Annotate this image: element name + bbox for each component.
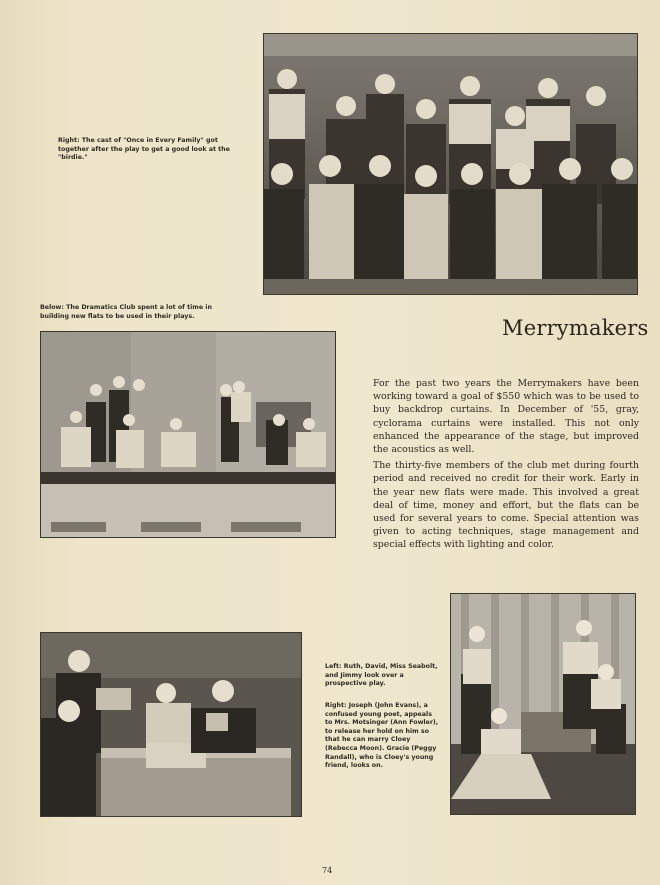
cast-photo-caption-text: Right: The cast of "Once in Every Family" got together after the play to get a good look at the "birdie.": [58, 137, 230, 162]
page-number: 74: [322, 866, 333, 875]
article-title: Merrymakers: [502, 316, 649, 340]
flats-photo-caption: [40, 304, 240, 325]
article-paragraph-1: For the past two years the Merrymakers have been working toward a goal of $550 which was to be used to buy backdrop curtains. In December of '55, gray, cyclorama curtains were installed. This not only enhanced the appearance of the stage, but improved the acoustics as well.: [373, 378, 639, 456]
lookover-photo-caption: [325, 663, 440, 693]
flats-building-photo: [40, 331, 336, 538]
cast-group-photo: [263, 33, 638, 295]
flats-photo-caption-text: Below: The Dramatics Club spent a lot of time in building new flats to be used in their plays.: [40, 304, 212, 320]
cast-photo-caption: [58, 137, 246, 167]
play-lookover-photo: [40, 632, 302, 817]
article-paragraph-2: The thirty-five members of the club met during fourth period and received no credit for their work. Early in the year new flats were made. This involved a great deal of time, money and effort, but the flats can be used for several years to come. Special attention was given to acting techniques, stage management and special effects with lighting and color.: [373, 460, 639, 551]
play-scene-photo: [450, 593, 636, 815]
scene-photo-caption: [325, 702, 440, 775]
article-body: [373, 377, 639, 555]
lookover-photo-caption-text: Left: Ruth, David, Miss Seabolt, and Jimmy look over a prospective play.: [325, 663, 438, 688]
scene-photo-caption-text: Right: Joseph (John Evans), a confused young poet, appeals to Mrs. Motsinger (Ann Fowler), to release her hold on him so that he can marry Cloey (Rebecca Moon). Gracie (Peggy Randall), who is Cloey's young friend, looks on.: [325, 702, 439, 770]
